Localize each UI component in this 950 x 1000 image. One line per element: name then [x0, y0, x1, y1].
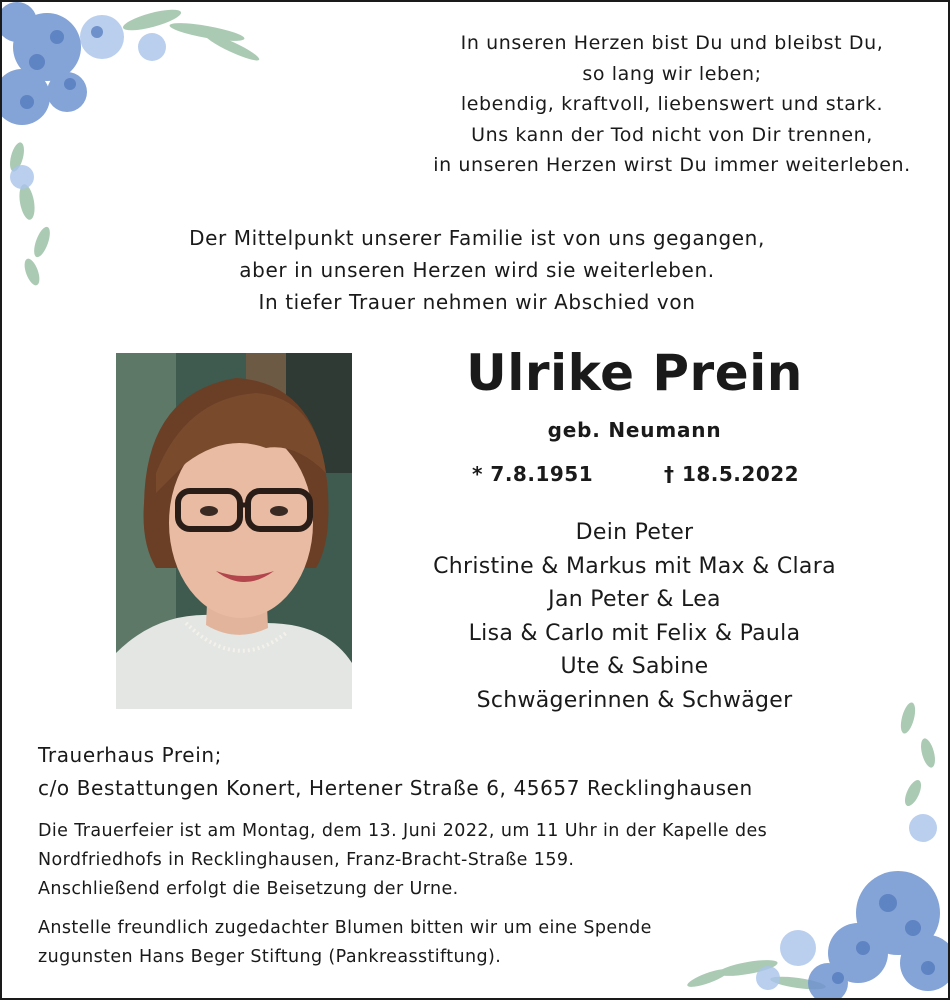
poem	[402, 28, 942, 181]
poem-line: lebendig, kraftvoll, liebenswert und stark.	[460, 93, 884, 115]
life-dates	[402, 462, 867, 492]
death-date: † 18.5.2022	[664, 462, 800, 486]
address-line: Trauerhaus Prein;	[38, 743, 222, 767]
poem-line: in unseren Herzen wirst Du immer weiterleben.	[433, 154, 911, 176]
ceremony-line: Nordfriedhofs in Recklinghausen, Franz-Bracht-Straße 159.	[38, 850, 575, 870]
ceremony-info	[38, 817, 858, 904]
family-member: Schwägerinnen & Schwäger	[476, 687, 793, 713]
intro-line: In tiefer Trauer nehmen wir Abschied von	[258, 290, 696, 314]
family-member: Ute & Sabine	[560, 654, 709, 679]
intro-line: Der Mittelpunkt unserer Familie ist von uns gegangen,	[189, 226, 765, 250]
donation-line: Anstelle freundlich zugedachter Blumen bitten wir um eine Spende	[38, 918, 652, 938]
family-list	[402, 516, 867, 717]
deceased-name: Ulrike Prein	[466, 344, 803, 402]
maiden-name: geb. Neumann	[547, 418, 722, 442]
family-member: Christine & Markus mit Max & Clara	[433, 553, 836, 579]
family-member: Lisa & Carlo mit Felix & Paula	[468, 620, 801, 646]
donation-request	[38, 914, 758, 972]
ceremony-line: Die Trauerfeier ist am Montag, dem 13. Juni 2022, um 11 Uhr in der Kapelle des	[38, 821, 768, 841]
intro-text	[52, 222, 902, 318]
poem-line: so lang wir leben;	[582, 62, 762, 85]
donation-line: zugunsten Hans Beger Stiftung (Pankreasstiftung).	[38, 947, 502, 967]
poem-line: In unseren Herzen bist Du und bleibst Du,	[460, 32, 884, 54]
portrait-photo	[116, 353, 352, 709]
portrait-illustration	[116, 353, 352, 709]
intro-line: aber in unseren Herzen wird sie weiterleben.	[239, 258, 715, 282]
ceremony-line: Anschließend erfolgt die Beisetzung der Urne.	[38, 879, 459, 899]
mourning-address	[38, 739, 838, 805]
address-line: c/o Bestattungen Konert, Hertener Straße 6, 45657 Recklinghausen	[38, 776, 753, 800]
family-member: Dein Peter	[575, 520, 694, 545]
family-member: Jan Peter & Lea	[548, 587, 721, 612]
birth-date: * 7.8.1951	[472, 462, 594, 486]
poem-line: Uns kann der Tod nicht von Dir trennen,	[471, 123, 873, 146]
